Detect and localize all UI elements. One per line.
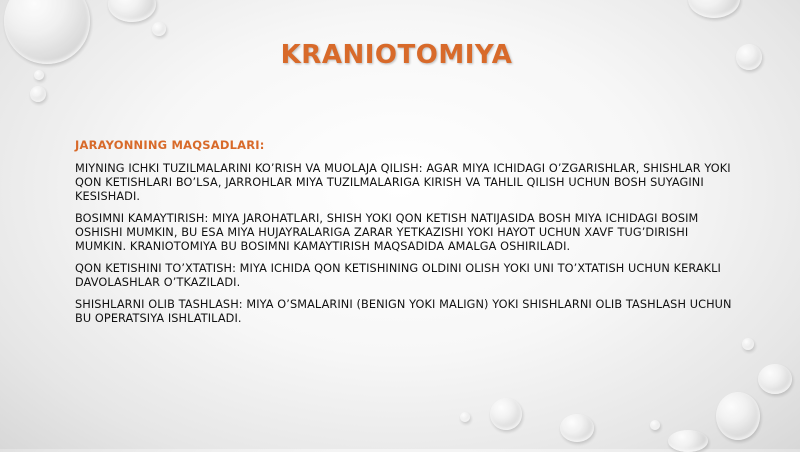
paragraph-reduce-pressure: BOSIMNI KAMAYTIRISH: MIYA JAROHATLARI, SHISH YOKI QON KETISH NATIJASIDA BOSH MIYA ICHIDAGI BOSIM OSHISHI MUMKIN, BU ESA MIYA HUJAYRALARIGA ZARAR YETKAZISHI YOKI HAYOT UCHUN XAVF TUG’DIRISHI MUMKIN. KRANIOTOMIYA BU BOSIMNI KAMAYTIRISH MAQSADIDA AMALGA OSHIRILADI. <box>75 212 699 253</box>
water-drop-decoration <box>152 22 166 36</box>
water-drop-decoration <box>490 398 522 430</box>
water-drop-decoration <box>560 414 594 442</box>
slide-content <box>75 138 735 334</box>
water-drop-decoration <box>30 86 46 102</box>
water-drop-decoration <box>34 70 44 80</box>
water-drop-decoration <box>650 420 660 430</box>
paragraph-viewing-structures: MIYNING ICHKI TUZILMALARINI KO’RISH VA MUOLAJA QILISH: AGAR MIYA ICHIDAGI O’ZGARISHLAR, SHISHLAR YOKI QON KETISHLARI BO’LSA, JARROHLAR MIYA TUZILMALARIGA KIRISH VA TAHLIL QILISH UCHUN BOSH SUYAGINI KESISHADI. <box>75 162 731 203</box>
water-drop-decoration <box>716 392 760 440</box>
water-drop-decoration <box>460 412 470 422</box>
slide-title: KRANIOTOMIYA <box>280 40 513 70</box>
water-drop-decoration <box>688 0 740 18</box>
paragraph-remove-tumors: SHISHLARNI OLIB TASHLASH: MIYA O’SMALARINI (BENIGN YOKI MALIGN) YOKI SHISHLARNI OLIB TASHLASH UCHUN BU OPERATSIYA ISHLATILADI. <box>75 298 732 325</box>
water-drop-decoration <box>742 338 754 350</box>
water-drop-decoration <box>758 364 792 394</box>
paragraph-stop-bleeding: QON KETISHINI TO’XTATISH: MIYA ICHIDA QON KETISHINING OLDINI OLISH YOKI UNI TO’XTATISH UCHUN KERAKLI DAVOLASHLAR O’TKAZILADI. <box>75 262 721 289</box>
section-subheading: JARAYONNING MAQSADLARI: <box>75 138 265 152</box>
water-drop-decoration <box>108 0 156 22</box>
